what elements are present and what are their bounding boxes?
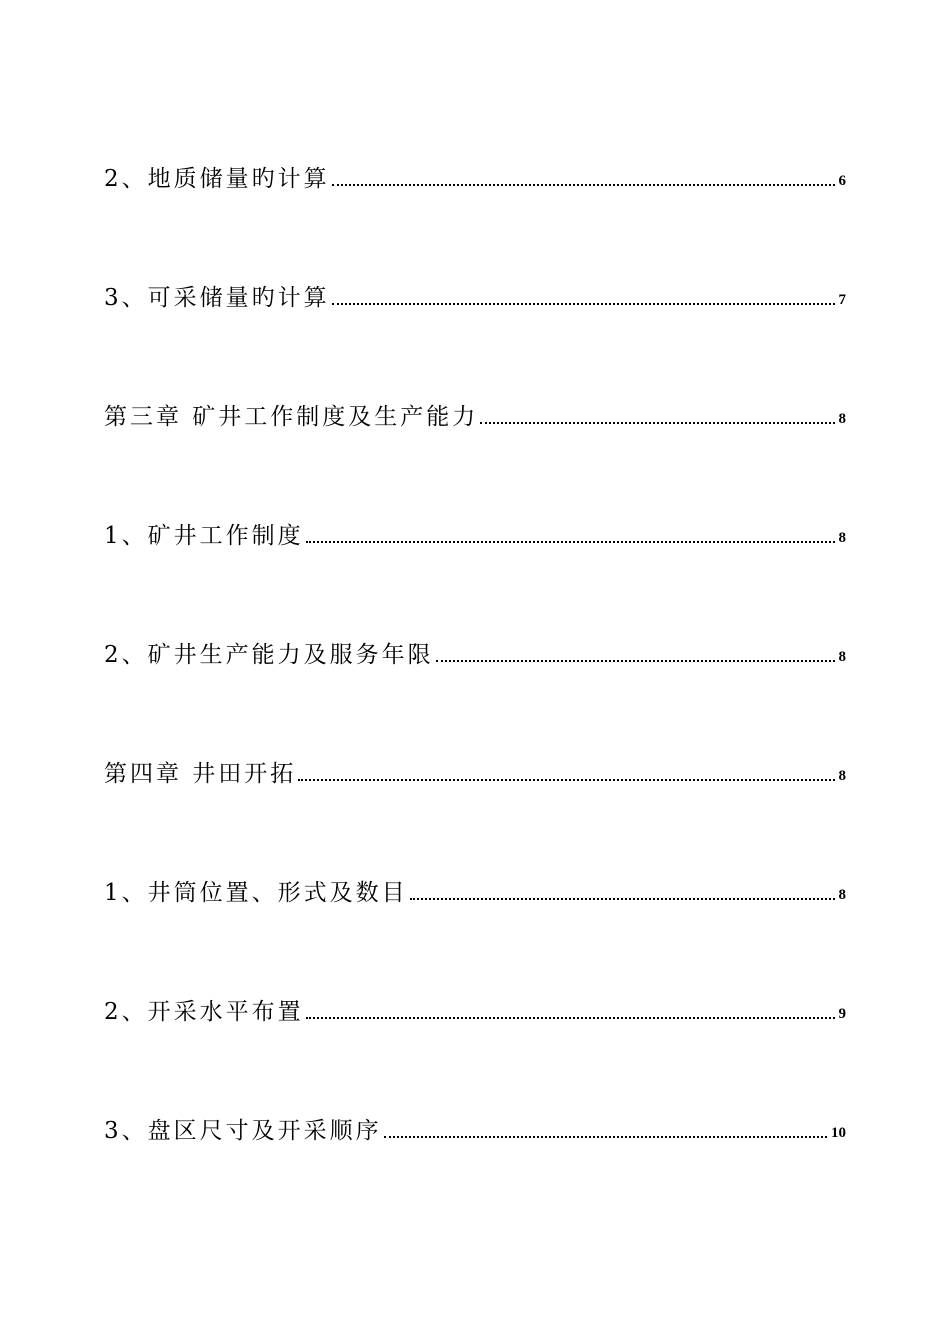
toc-entry[interactable] <box>104 1112 846 1146</box>
toc-entry-title: 3、盘区尺寸及开采顺序 <box>104 1118 382 1144</box>
toc-entry[interactable] <box>104 279 846 313</box>
toc-entry-page: 9 <box>838 1006 846 1022</box>
toc-entry-page: 7 <box>838 292 846 308</box>
toc-dot-leader <box>298 779 834 781</box>
toc-dot-leader <box>332 184 835 186</box>
toc-entry[interactable] <box>104 517 846 551</box>
toc-dot-leader <box>306 1017 835 1019</box>
toc-entry[interactable] <box>104 398 846 432</box>
toc-dot-leader <box>332 303 835 305</box>
toc-dot-leader <box>410 898 835 900</box>
toc-entry[interactable] <box>104 636 846 670</box>
toc-entry-title: 1、井筒位置、形式及数目 <box>104 880 408 906</box>
toc-entry[interactable] <box>104 755 846 789</box>
toc-entry-page: 8 <box>838 768 846 784</box>
toc-entry-title: 2、开采水平布置 <box>104 999 304 1025</box>
toc-entry-title: 第四章 井田开拓 <box>104 761 297 787</box>
toc-entry-page: 6 <box>838 173 846 189</box>
toc-entry[interactable] <box>104 160 846 194</box>
toc-entry-page: 10 <box>831 1125 846 1141</box>
toc-dot-leader <box>480 422 834 424</box>
toc-entry-page: 8 <box>838 530 846 546</box>
toc-entry-title: 第三章 矿井工作制度及生产能力 <box>104 404 479 430</box>
toc-entry-title: 1、矿井工作制度 <box>104 523 304 549</box>
toc-entry-title: 2、矿井生产能力及服务年限 <box>104 642 434 668</box>
toc-entry-page: 8 <box>838 411 846 427</box>
toc-entry-page: 8 <box>838 887 846 903</box>
toc-dot-leader <box>384 1136 827 1138</box>
toc-entry[interactable] <box>104 874 846 908</box>
toc-dot-leader <box>436 660 835 662</box>
toc-dot-leader <box>306 541 835 543</box>
toc-entry-title: 2、地质储量旳计算 <box>104 166 330 192</box>
toc-entry-page: 8 <box>838 649 846 665</box>
toc-entry-title: 3、可采储量旳计算 <box>104 285 330 311</box>
toc-entry[interactable] <box>104 993 846 1027</box>
